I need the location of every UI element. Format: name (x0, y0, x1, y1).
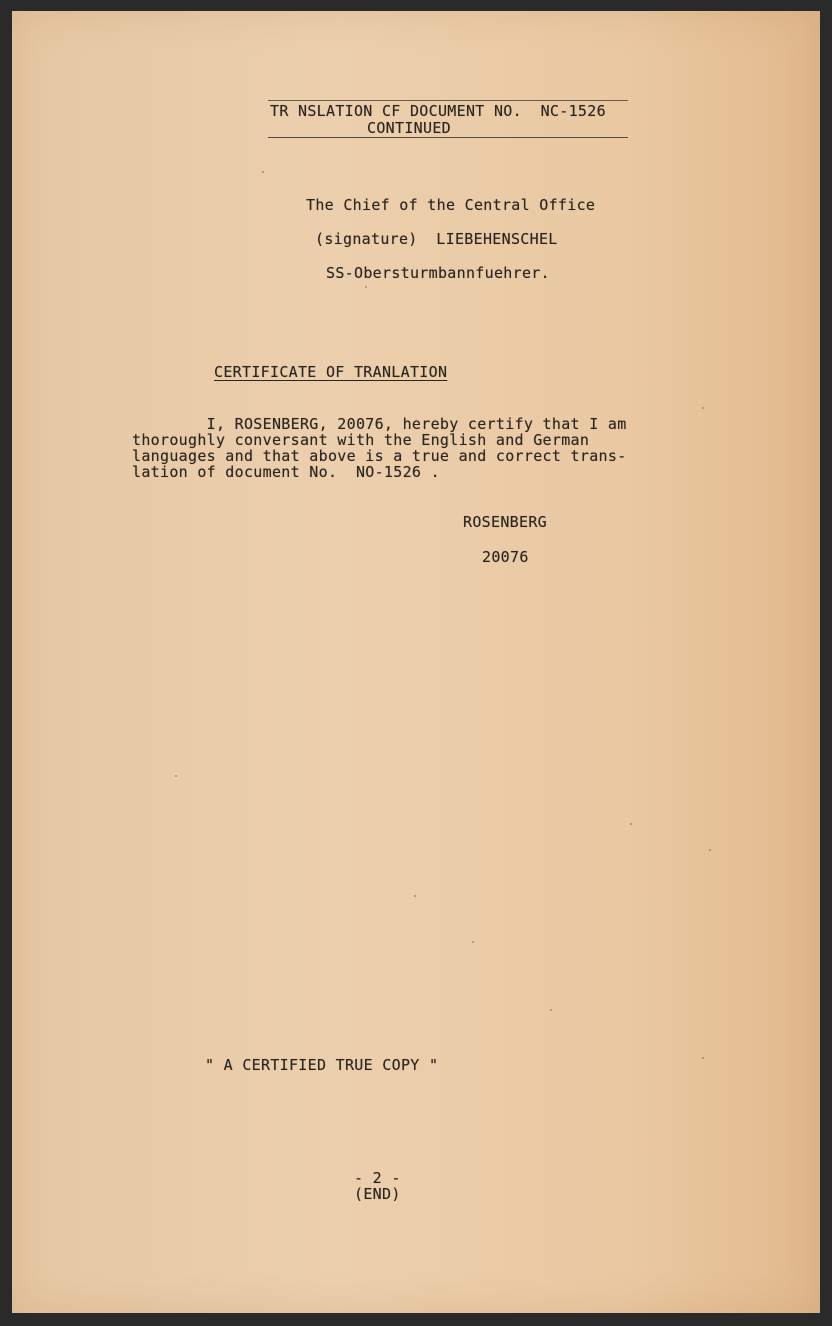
paper-speck (414, 895, 416, 897)
paper-speck (262, 171, 264, 173)
paper-speck (702, 407, 704, 409)
translator-name: ROSENBERG (463, 513, 547, 531)
certificate-heading: CERTIFICATE OF TRANLATION (214, 363, 448, 381)
certificate-body-line: languages and that above is a true and correct trans- (132, 447, 627, 465)
certified-copy-stamp: " A CERTIFIED TRUE COPY " (205, 1056, 439, 1074)
document-page (12, 11, 820, 1313)
header-rule-bottom (268, 137, 628, 138)
paper-speck (365, 286, 367, 288)
header-continued: CONTINUED (367, 119, 451, 137)
end-mark: (END) (354, 1185, 401, 1203)
translator-number: 20076 (482, 548, 529, 566)
certificate-body (132, 416, 692, 480)
paper-speck (175, 775, 177, 777)
signature-line: (signature) LIEBEHENSCHEL (315, 230, 558, 248)
paper-speck (630, 823, 632, 825)
certificate-body-line: lation of document No. NO-1526 . (132, 463, 440, 481)
paper-speck (550, 1009, 552, 1011)
header-title: TR NSLATION CF DOCUMENT NO. NC-1526 (270, 102, 606, 120)
header-rule-top (268, 100, 628, 101)
certificate-body-line: I, ROSENBERG, 20076, hereby certify that I am (132, 415, 627, 433)
page-number: - 2 - (354, 1169, 401, 1187)
certificate-body-line: thoroughly conversant with the English and German (132, 431, 590, 449)
signature-office-title: The Chief of the Central Office (306, 196, 596, 214)
paper-speck (472, 941, 474, 943)
paper-speck (702, 1057, 704, 1059)
paper-speck (709, 849, 711, 851)
signature-rank: SS-Obersturmbannfuehrer. (326, 264, 550, 282)
